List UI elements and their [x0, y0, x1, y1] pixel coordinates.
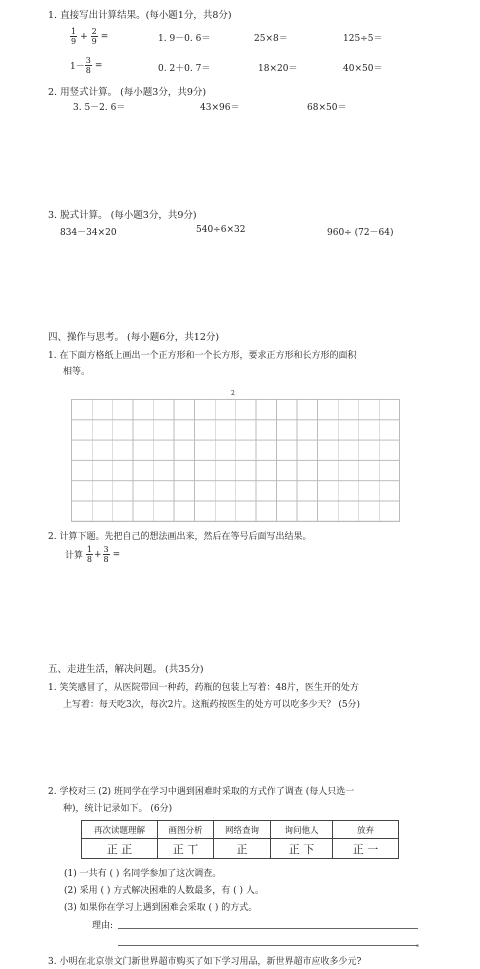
- reason-answer-line-1[interactable]: [118, 928, 418, 929]
- fraction: $\frac{2}{9}$: [91, 27, 97, 46]
- s4-q2-calc: 计算 $\frac{1}{8}$ + $\frac{3}{8}$ =: [65, 545, 121, 564]
- table-header: 网络查询: [214, 821, 271, 839]
- s1-item: 40×50＝: [343, 64, 383, 74]
- s1-item: 1. 9－0. 6＝: [158, 34, 211, 44]
- section-5-title: 五、走进生活，解决问题。 (共35分): [48, 664, 204, 675]
- vertical-calc-item: 68×50＝: [307, 103, 347, 113]
- sub-question-2: (2) 采用 ( ) 方式解决困难的人数最多，有 ( ) 人。: [64, 886, 264, 896]
- table-header: 询问他人: [271, 821, 333, 839]
- tally-cell: 正 一: [333, 839, 399, 859]
- fraction: $\frac{3}{8}$: [103, 545, 109, 564]
- tally-cell: 正 正: [82, 839, 158, 859]
- table-header: 画图分析: [158, 821, 214, 839]
- period-mark: 。: [416, 939, 426, 949]
- s4-question-1: 1. 在下面方格纸上画出一个正方形和一个长方形，要求正方形和长方形的面积: [48, 351, 357, 361]
- fraction: $\frac{1}{8}$: [86, 545, 92, 564]
- sub-question-3: (3) 如果你在学习上遇到困难会采取 ( ) 的方式。: [64, 903, 258, 913]
- s5-question-2-cont: 种)，统计记录如下。 (6分): [63, 804, 173, 814]
- table-header: 再次读题理解: [82, 821, 158, 839]
- s5-question-3: 3. 小明在北京崇文门新世界超市购买了如下学习用品，新世界超市应收多少元?: [48, 957, 362, 967]
- fraction: $\frac{1}{9}$: [71, 27, 77, 46]
- tally-cell: 正 丅: [158, 839, 214, 859]
- s1-item-fraction-sum: $\frac{1}{9}$ + $\frac{2}{9}$ =: [71, 27, 109, 46]
- vertical-calc-item: 3. 5－2. 6＝: [73, 103, 126, 113]
- section-1-title: 1. 直接写出计算结果。(每小题1分，共8分): [48, 10, 232, 21]
- s1-item: 125÷5＝: [343, 34, 383, 44]
- stepwise-calc-item: 960÷ (72－64): [327, 228, 394, 238]
- s1-item-fraction-diff: 1－ $\frac{3}{8}$ =: [70, 56, 103, 75]
- survey-tally-table: [81, 820, 399, 859]
- stepwise-calc-item: 540÷6×32: [196, 225, 246, 235]
- s5-question-1-cont: 上写着：每天吃3次，每次2片。这瓶药按医生的处方可以吃多少天？ (5分): [63, 700, 361, 710]
- s1-item: 25×8＝: [254, 34, 288, 44]
- fraction: $\frac{3}{8}$: [85, 56, 91, 75]
- section-3-title: 3. 脱式计算。 (每小题3分，共9分): [48, 210, 197, 221]
- tally-cell: 正: [214, 839, 271, 859]
- s5-question-2: 2. 学校对三 (2) 班同学在学习中遇到困难时采取的方式作了调查 (每人只选一: [48, 787, 355, 797]
- s1-item: 0. 2＋0. 7＝: [158, 64, 211, 74]
- s5-question-1: 1. 笑笑感冒了，从医院带回一种药，药瓶的包装上写着：48片，医生开的处方: [48, 683, 359, 693]
- stepwise-calc-item: 834－34×20: [60, 228, 117, 238]
- square-grid-paper[interactable]: [71, 399, 400, 522]
- vertical-calc-item: 43×96＝: [200, 103, 240, 113]
- reason-answer-line-2[interactable]: [118, 945, 418, 946]
- s4-question-1-cont: 相等。: [63, 367, 91, 377]
- s1-item: 18×20＝: [258, 64, 298, 74]
- reason-label: 理由:: [92, 921, 114, 931]
- sub-question-1: (1) 一共有 ( ) 名同学参加了这次调查。: [64, 869, 222, 879]
- section-2-title: 2. 用竖式计算。 (每小题3分，共9分): [48, 87, 207, 98]
- s4-question-2: 2. 计算下题。先把自己的想法画出来，然后在等号后面写出结果。: [48, 532, 312, 542]
- grid-label: 2: [231, 390, 235, 397]
- tally-cell: 正 下: [271, 839, 333, 859]
- section-4-title: 四、操作与思考。 (每小题6分，共12分): [48, 332, 220, 343]
- table-header: 放弃: [333, 821, 399, 839]
